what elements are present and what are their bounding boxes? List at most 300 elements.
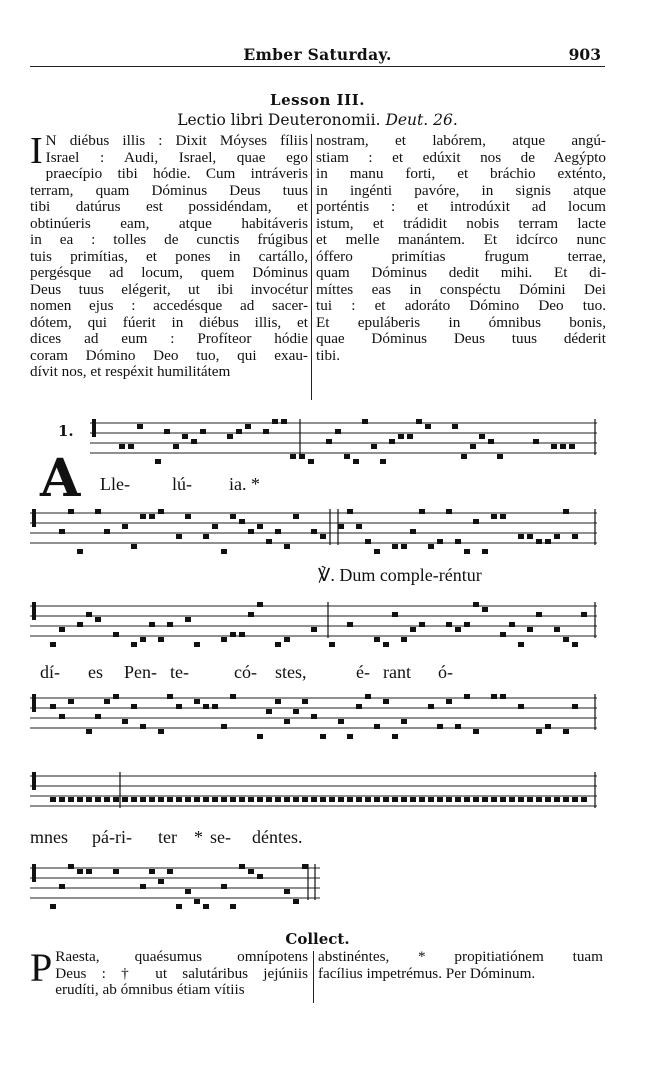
neume: [320, 534, 326, 539]
neume: [302, 699, 308, 704]
neume: [581, 612, 587, 617]
lesson-right-column: [316, 133, 606, 364]
collect-dropcap: P: [30, 945, 53, 990]
lesson-left-line: Deus tuus elégerit, ut ibi invocétur: [30, 280, 308, 298]
neume: [425, 424, 431, 429]
neume: [365, 539, 371, 544]
neume: [221, 724, 227, 729]
neume: [293, 797, 299, 802]
neume: [338, 719, 344, 724]
neume: [122, 524, 128, 529]
lesson-heading: Lesson III.: [270, 91, 365, 109]
neume: [182, 434, 188, 439]
lyric-1-3: ia. *: [229, 474, 260, 494]
neume: [284, 889, 290, 894]
neume: [320, 797, 326, 802]
lesson-right-text: [316, 133, 606, 364]
neume: [275, 529, 281, 534]
neume: [263, 429, 269, 434]
neume: [158, 729, 164, 734]
neume: [473, 797, 479, 802]
neume: [68, 864, 74, 869]
neume: [140, 724, 146, 729]
neume: [419, 797, 425, 802]
lesson-left-line: N diébus illis : Dixit Móyses fíliis: [45, 132, 308, 149]
collect-heading: Collect.: [285, 930, 350, 948]
neume: [113, 869, 119, 874]
neume: [335, 429, 341, 434]
lyric-5-2: pá-ri-: [92, 827, 132, 847]
neume: [560, 444, 566, 449]
lesson-left-line: tuis primítias, et pones in cartállo,: [30, 247, 308, 265]
neume: [479, 434, 485, 439]
neume: [227, 434, 233, 439]
neume: [401, 637, 407, 642]
neume: [203, 797, 209, 802]
neume: [239, 519, 245, 524]
neume: [518, 534, 524, 539]
neume: [176, 904, 182, 909]
clef-mark: [32, 602, 36, 620]
neume: [230, 797, 236, 802]
neume: [68, 699, 74, 704]
chant-staff: [30, 768, 597, 818]
neume: [167, 694, 173, 699]
neume: [176, 534, 182, 539]
lesson-right-line: quae Dóminus Deus tuus déderit: [316, 330, 606, 347]
lyric-1-1: Lle-: [100, 474, 130, 494]
neume: [113, 632, 119, 637]
neume: [410, 529, 416, 534]
neume: [455, 539, 461, 544]
neume: [272, 419, 278, 424]
neume: [302, 864, 308, 869]
lesson-right-line: et melle manántem. Et idcírco nunc: [316, 231, 606, 248]
neume: [563, 797, 569, 802]
neume: [158, 509, 164, 514]
neume: [509, 622, 515, 627]
neume: [347, 509, 353, 514]
neume: [527, 534, 533, 539]
lesson-left-line: coram Dómino Deo tuo, qui exau-: [30, 346, 308, 364]
neume: [569, 444, 575, 449]
neume: [533, 439, 539, 444]
neume: [59, 714, 65, 719]
neume: [200, 429, 206, 434]
neume: [353, 459, 359, 464]
neume: [572, 797, 578, 802]
neume: [554, 534, 560, 539]
neume: [308, 459, 314, 464]
neume: [140, 797, 146, 802]
neume: [149, 797, 155, 802]
lesson-right-line: míttes eas in conspéctu Dómini Dei: [316, 280, 606, 298]
lesson-left-line: pergésque ad locum, quem Dóminus: [30, 264, 308, 281]
neume: [500, 797, 506, 802]
page-number: 903: [568, 45, 601, 64]
neume: [149, 869, 155, 874]
neume: [275, 699, 281, 704]
neume: [518, 797, 524, 802]
neume: [239, 632, 245, 637]
lesson-right-line: in ingénti pavóre, in signis atque: [316, 181, 606, 199]
neume: [248, 612, 254, 617]
neume: [185, 617, 191, 622]
lesson-left-line: dices ad eum : Profíteor hódie: [30, 330, 308, 347]
neume: [77, 797, 83, 802]
neume: [158, 879, 164, 884]
neume: [329, 642, 335, 647]
neume: [482, 607, 488, 612]
neume: [155, 459, 161, 464]
neume: [140, 637, 146, 642]
neume: [401, 719, 407, 724]
neume: [158, 637, 164, 642]
neume: [374, 724, 380, 729]
neume: [536, 539, 542, 544]
neume: [185, 797, 191, 802]
lesson-left-line: praecípio tibi hódie. Cum intráveris: [45, 165, 308, 182]
neume: [158, 797, 164, 802]
neume: [500, 632, 506, 637]
neume: [482, 549, 488, 554]
neume: [131, 642, 137, 647]
lesson-left-column: [30, 130, 308, 381]
lesson-left-line: in ea : tolles de cunctis frúgibus: [30, 231, 308, 248]
neume: [194, 899, 200, 904]
neume: [383, 642, 389, 647]
neume: [554, 797, 560, 802]
neume: [284, 719, 290, 724]
neume: [50, 642, 56, 647]
neume: [563, 729, 569, 734]
collect-left-line: Raesta, quaésumus omnípotens: [55, 948, 308, 965]
running-head: [30, 42, 605, 67]
neume: [266, 797, 272, 802]
neume: [311, 797, 317, 802]
neume: [491, 797, 497, 802]
neume: [59, 884, 65, 889]
neume: [419, 622, 425, 627]
neume: [545, 724, 551, 729]
neume: [563, 637, 569, 642]
lectio-citation: Deut. 26.: [385, 111, 458, 129]
neume: [371, 444, 377, 449]
neume: [212, 797, 218, 802]
chant-staff: [30, 860, 597, 910]
neume: [128, 444, 134, 449]
neume: [446, 509, 452, 514]
lesson-right-line: istum, et trádidit nobis terram lacte: [316, 214, 606, 232]
neume: [203, 704, 209, 709]
neume: [536, 729, 542, 734]
neume: [320, 734, 326, 739]
lyric-3-9: ó-: [438, 662, 453, 682]
neume: [311, 714, 317, 719]
neume: [374, 797, 380, 802]
neume: [326, 439, 332, 444]
chant-staff: [30, 415, 597, 465]
neume: [455, 797, 461, 802]
lesson-left-line: Israel : Audi, Israel, quae ego: [45, 148, 308, 166]
collect-right-line: facílius impetrémus. Per Dóminum.: [318, 964, 536, 982]
neume: [437, 539, 443, 544]
neume: [194, 642, 200, 647]
neume: [374, 549, 380, 554]
neume: [173, 444, 179, 449]
neume: [392, 734, 398, 739]
neume: [365, 797, 371, 802]
neume: [455, 627, 461, 632]
neume: [290, 454, 296, 459]
chant-initial: A: [40, 448, 81, 509]
lyric-5-1: mnes: [30, 827, 68, 847]
collect-right-column: [318, 949, 603, 982]
neume: [302, 797, 308, 802]
neume: [140, 884, 146, 889]
neume: [365, 694, 371, 699]
neume: [50, 904, 56, 909]
neume: [221, 637, 227, 642]
neume: [167, 869, 173, 874]
neume: [86, 797, 92, 802]
lyric-1-2: lú-: [172, 474, 192, 494]
lesson-dropcap: I: [30, 130, 43, 172]
neume: [383, 797, 389, 802]
neume: [545, 797, 551, 802]
neume: [221, 884, 227, 889]
neume: [428, 797, 434, 802]
neume: [491, 694, 497, 699]
lesson-left-line: terram, quam Dóminus Deus tuus: [30, 181, 308, 199]
neume: [497, 454, 503, 459]
lyric-3-7: é-: [356, 662, 370, 682]
neume: [284, 637, 290, 642]
neume: [446, 622, 452, 627]
neume: [452, 424, 458, 429]
neume: [329, 797, 335, 802]
lyric-5-4: *: [194, 827, 203, 847]
neume: [95, 617, 101, 622]
column-divider: [311, 134, 312, 400]
neume: [266, 539, 272, 544]
neume: [122, 797, 128, 802]
neume: [185, 889, 191, 894]
neume: [518, 704, 524, 709]
neume: [275, 797, 281, 802]
neume: [527, 627, 533, 632]
neume: [131, 544, 137, 549]
neume: [473, 519, 479, 524]
clef-mark: [32, 772, 36, 790]
lyric-5-6: déntes.: [252, 827, 303, 847]
lesson-right-line: Et epuláberis in ómnibus bonis,: [316, 313, 606, 331]
chant-mode-number: 1.: [58, 422, 74, 440]
neume: [77, 869, 83, 874]
lyric-5-3: ter: [158, 827, 177, 847]
lesson-right-line: nostram, et labórem, atque angú-: [316, 132, 606, 149]
neume: [311, 627, 317, 632]
neume: [416, 419, 422, 424]
neume: [104, 797, 110, 802]
neume: [86, 729, 92, 734]
neume: [137, 424, 143, 429]
neume: [140, 514, 146, 519]
lesson-right-line: in manu forti, et bráchio exténto,: [316, 165, 606, 182]
lyric-3-4: te-: [170, 662, 189, 682]
neume: [248, 529, 254, 534]
lesson-left-line: tibi datúrus est possidéndam, et: [30, 198, 308, 215]
neume: [236, 429, 242, 434]
collect-left-line: erudíti, ab ómnibus étiam vítiis: [55, 981, 245, 998]
neume: [470, 444, 476, 449]
neume: [131, 704, 137, 709]
neume: [266, 709, 272, 714]
neume: [77, 622, 83, 627]
neume: [203, 904, 209, 909]
neume: [392, 612, 398, 617]
lyric-5-5: se-: [210, 827, 231, 847]
neume: [230, 514, 236, 519]
neume: [59, 529, 65, 534]
neume: [392, 797, 398, 802]
neume: [167, 797, 173, 802]
collect-left-text: [30, 945, 308, 999]
neume: [95, 509, 101, 514]
lesson-right-line: óffero primítias frugum terrae,: [316, 247, 606, 265]
neume: [119, 444, 125, 449]
neume: [491, 514, 497, 519]
neume: [536, 797, 542, 802]
neume: [464, 549, 470, 554]
neume: [581, 797, 587, 802]
neume: [446, 797, 452, 802]
neume: [545, 539, 551, 544]
neume: [149, 622, 155, 627]
neume: [428, 544, 434, 549]
neume: [500, 694, 506, 699]
chant-staff: [30, 690, 597, 740]
neume: [95, 714, 101, 719]
neume: [77, 549, 83, 554]
neume: [131, 797, 137, 802]
neume: [338, 797, 344, 802]
neume: [398, 434, 404, 439]
clef-mark: [32, 509, 36, 527]
neume: [338, 524, 344, 529]
neume: [230, 694, 236, 699]
neume: [410, 627, 416, 632]
neume: [356, 524, 362, 529]
lyric-2-1: ℣. Dum comple-réntur: [318, 565, 482, 585]
neume: [86, 869, 92, 874]
neume: [113, 694, 119, 699]
running-head-title: Ember Saturday.: [243, 45, 392, 64]
neume: [59, 797, 65, 802]
lesson-right-line: tui : et adoráto Dómino Deo tuo.: [316, 297, 606, 314]
neume: [473, 602, 479, 607]
neume: [281, 419, 287, 424]
neume: [311, 529, 317, 534]
neume: [464, 797, 470, 802]
neume: [176, 797, 182, 802]
neume: [473, 729, 479, 734]
neume: [347, 622, 353, 627]
neume: [245, 424, 251, 429]
lectio-line: [30, 111, 605, 129]
neume: [275, 642, 281, 647]
lyric-3-8: rant: [383, 662, 411, 682]
neume: [194, 797, 200, 802]
neume: [176, 704, 182, 709]
neume: [149, 514, 155, 519]
collect-column-divider: [313, 951, 314, 1003]
neume: [488, 439, 494, 444]
neume: [59, 627, 65, 632]
lyric-3-3: Pen-: [124, 662, 157, 682]
neume: [257, 797, 263, 802]
clef-mark: [32, 694, 36, 712]
neume: [500, 514, 506, 519]
neume: [392, 544, 398, 549]
neume: [68, 797, 74, 802]
neume: [428, 704, 434, 709]
neume: [203, 534, 209, 539]
neume: [194, 699, 200, 704]
neume: [257, 874, 263, 879]
neume: [401, 544, 407, 549]
lyric-3-1: dí-: [40, 662, 60, 682]
neume: [284, 797, 290, 802]
neume: [572, 642, 578, 647]
neume: [362, 419, 368, 424]
collect-left-line: Deus : † ut salutáribus jejúniis: [55, 964, 308, 982]
neume: [257, 524, 263, 529]
neume: [401, 797, 407, 802]
neume: [572, 534, 578, 539]
neume: [554, 627, 560, 632]
chant-staff: [30, 505, 597, 555]
neume: [482, 797, 488, 802]
neume: [464, 694, 470, 699]
neume: [191, 439, 197, 444]
neume: [383, 699, 389, 704]
neume: [221, 797, 227, 802]
neume: [68, 509, 74, 514]
neume: [563, 509, 569, 514]
neume: [374, 637, 380, 642]
neume: [437, 724, 443, 729]
neume: [122, 719, 128, 724]
neume: [407, 434, 413, 439]
neume: [239, 864, 245, 869]
neume: [347, 734, 353, 739]
neume: [248, 797, 254, 802]
neume: [230, 904, 236, 909]
neume: [356, 797, 362, 802]
neume: [113, 797, 119, 802]
neume: [185, 514, 191, 519]
neume: [221, 549, 227, 554]
neume: [239, 797, 245, 802]
neume: [536, 612, 542, 617]
neume: [104, 699, 110, 704]
collect-left-column: [30, 945, 308, 999]
neume: [455, 724, 461, 729]
lectio-source: Lectio libri Deuteronomii.: [177, 111, 381, 129]
clef-mark: [32, 864, 36, 882]
neume: [257, 602, 263, 607]
